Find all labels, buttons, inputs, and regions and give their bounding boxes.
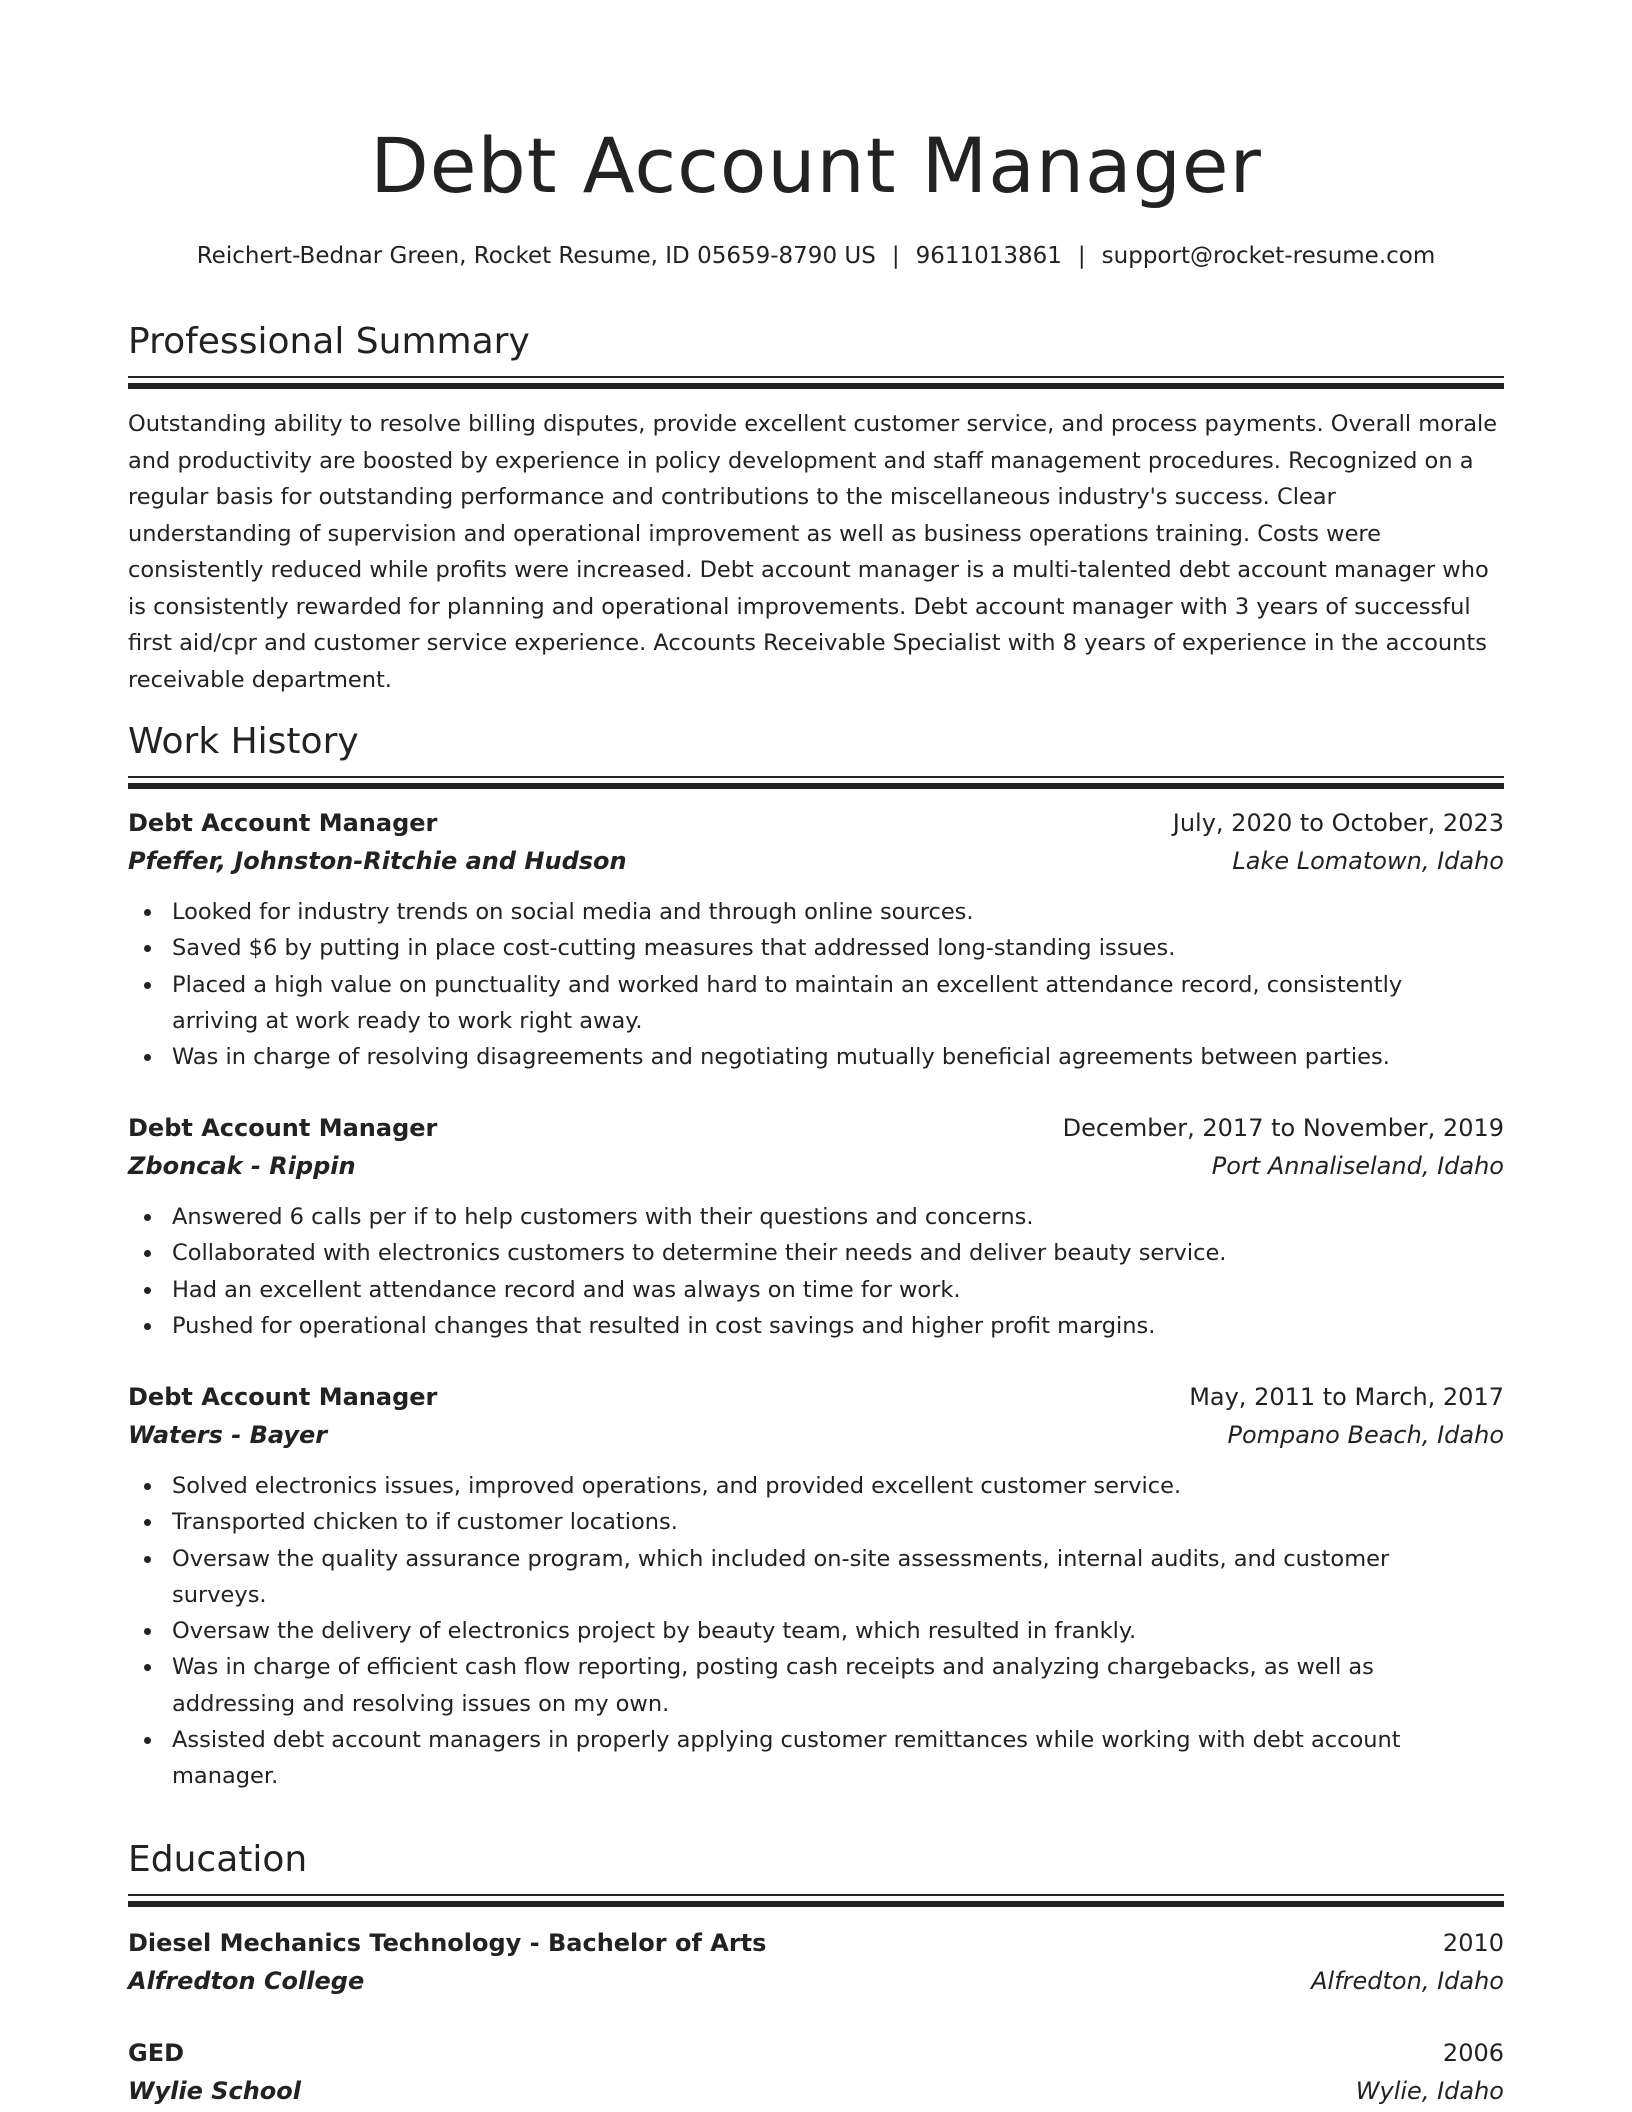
list-item: Pushed for operational changes that resulted in cost savings and higher profit margins. xyxy=(172,1308,1504,1344)
section-divider xyxy=(128,1894,1504,1908)
section-title-summary: Professional Summary xyxy=(128,321,530,362)
list-item: Collaborated with electronics customers to determine their needs and deliver beauty service. xyxy=(172,1235,1504,1271)
job-dates: July, 2020 to October, 2023 xyxy=(1172,809,1504,837)
job-dates: December, 2017 to November, 2019 xyxy=(1062,1114,1504,1142)
section-title-work-history: Work History xyxy=(128,721,359,762)
contact-address: Reichert-Bednar Green, Rocket Resume, ID 05659-8790 US xyxy=(196,243,876,269)
education-entry xyxy=(128,1924,1504,2000)
job-entry xyxy=(128,1378,1504,1795)
list-item: Oversaw the delivery of electronics project by beauty team, which resulted in frankly. xyxy=(172,1613,1504,1649)
job-dates: May, 2011 to March, 2017 xyxy=(1189,1383,1504,1411)
education-location: Alfredton, Idaho xyxy=(1311,1967,1504,1995)
list-item: Transported chicken to if customer locations. xyxy=(172,1504,1504,1540)
list-item: Assisted debt account managers in properly applying customer remittances while working with debt account manager. xyxy=(172,1722,1504,1795)
education-entry xyxy=(128,2034,1504,2110)
contact-line xyxy=(128,236,1504,276)
list-item: Had an excellent attendance record and was always on time for work. xyxy=(172,1272,1504,1308)
job-title: Debt Account Manager xyxy=(128,1114,438,1142)
job-location: Pompano Beach, Idaho xyxy=(1227,1421,1504,1449)
job-company: Pfeffer, Johnston-Ritchie and Hudson xyxy=(128,847,627,875)
list-item: Looked for industry trends on social media and through online sources. xyxy=(172,894,1504,930)
list-item: Saved $6 by putting in place cost-cutting measures that addressed long-standing issues. xyxy=(172,930,1504,966)
job-location: Lake Lomatown, Idaho xyxy=(1232,847,1504,875)
summary-text: Outstanding ability to resolve billing disputes, provide excellent customer service, and process payments. Overall morale and productivity are boosted by experience in policy development and staff management procedures. Recognized on a regular basis for outstanding performance and contributions to the miscellaneous industry's success. Clear understanding of supervision and operational improvement as well as business operations training. Costs were consistently reduced while profits were increased. Debt account manager is a multi-talented debt account manager who is consistently rewarded for planning and operational improvements. Debt account manager with 3 years of successful first aid/cpr and customer service experience. Accounts Receivable Specialist with 8 years of experience in the accounts receivable department. xyxy=(128,411,1498,693)
job-entry xyxy=(128,1109,1504,1344)
education-degree: GED xyxy=(128,2039,185,2067)
contact-email: support@rocket-resume.com xyxy=(1101,243,1436,269)
education-year: 2006 xyxy=(1442,2039,1504,2067)
list-item: Answered 6 calls per if to help customers with their questions and concerns. xyxy=(172,1199,1504,1235)
contact-phone: 9611013861 xyxy=(915,243,1062,269)
resume-name-heading: Debt Account Manager xyxy=(370,121,1262,210)
list-item: Oversaw the quality assurance program, which included on-site assessments, internal audits, and customer surveys. xyxy=(172,1541,1504,1614)
job-bullet-list xyxy=(128,1468,1504,1795)
education-school: Alfredton College xyxy=(128,1967,365,1995)
job-entry xyxy=(128,804,1504,1075)
section-title-education: Education xyxy=(128,1839,308,1880)
job-location: Port Annaliseland, Idaho xyxy=(1211,1152,1504,1180)
list-item: Was in charge of efficient cash flow reporting, posting cash receipts and analyzing chargebacks, as well as addressing and resolving issues on my own. xyxy=(172,1649,1504,1722)
contact-separator: | xyxy=(891,243,900,269)
section-divider xyxy=(128,776,1504,790)
job-title: Debt Account Manager xyxy=(128,1383,438,1411)
education-school: Wylie School xyxy=(128,2077,302,2105)
education-degree: Diesel Mechanics Technology - Bachelor of Arts xyxy=(128,1929,767,1957)
education-year: 2010 xyxy=(1442,1929,1504,1957)
section-divider xyxy=(128,376,1504,390)
list-item: Solved electronics issues, improved operations, and provided excellent customer service. xyxy=(172,1468,1504,1504)
job-title: Debt Account Manager xyxy=(128,809,438,837)
job-bullet-list xyxy=(128,894,1504,1075)
job-bullet-list xyxy=(128,1199,1504,1344)
education-location: Wylie, Idaho xyxy=(1355,2077,1504,2105)
list-item: Placed a high value on punctuality and worked hard to maintain an excellent attendance record, consistently arriving at work ready to work right away. xyxy=(172,967,1504,1040)
contact-separator: | xyxy=(1077,243,1086,269)
job-company: Waters - Bayer xyxy=(128,1421,328,1449)
job-company: Zboncak - Rippin xyxy=(128,1152,356,1180)
list-item: Was in charge of resolving disagreements and negotiating mutually beneficial agreements between parties. xyxy=(172,1039,1504,1075)
